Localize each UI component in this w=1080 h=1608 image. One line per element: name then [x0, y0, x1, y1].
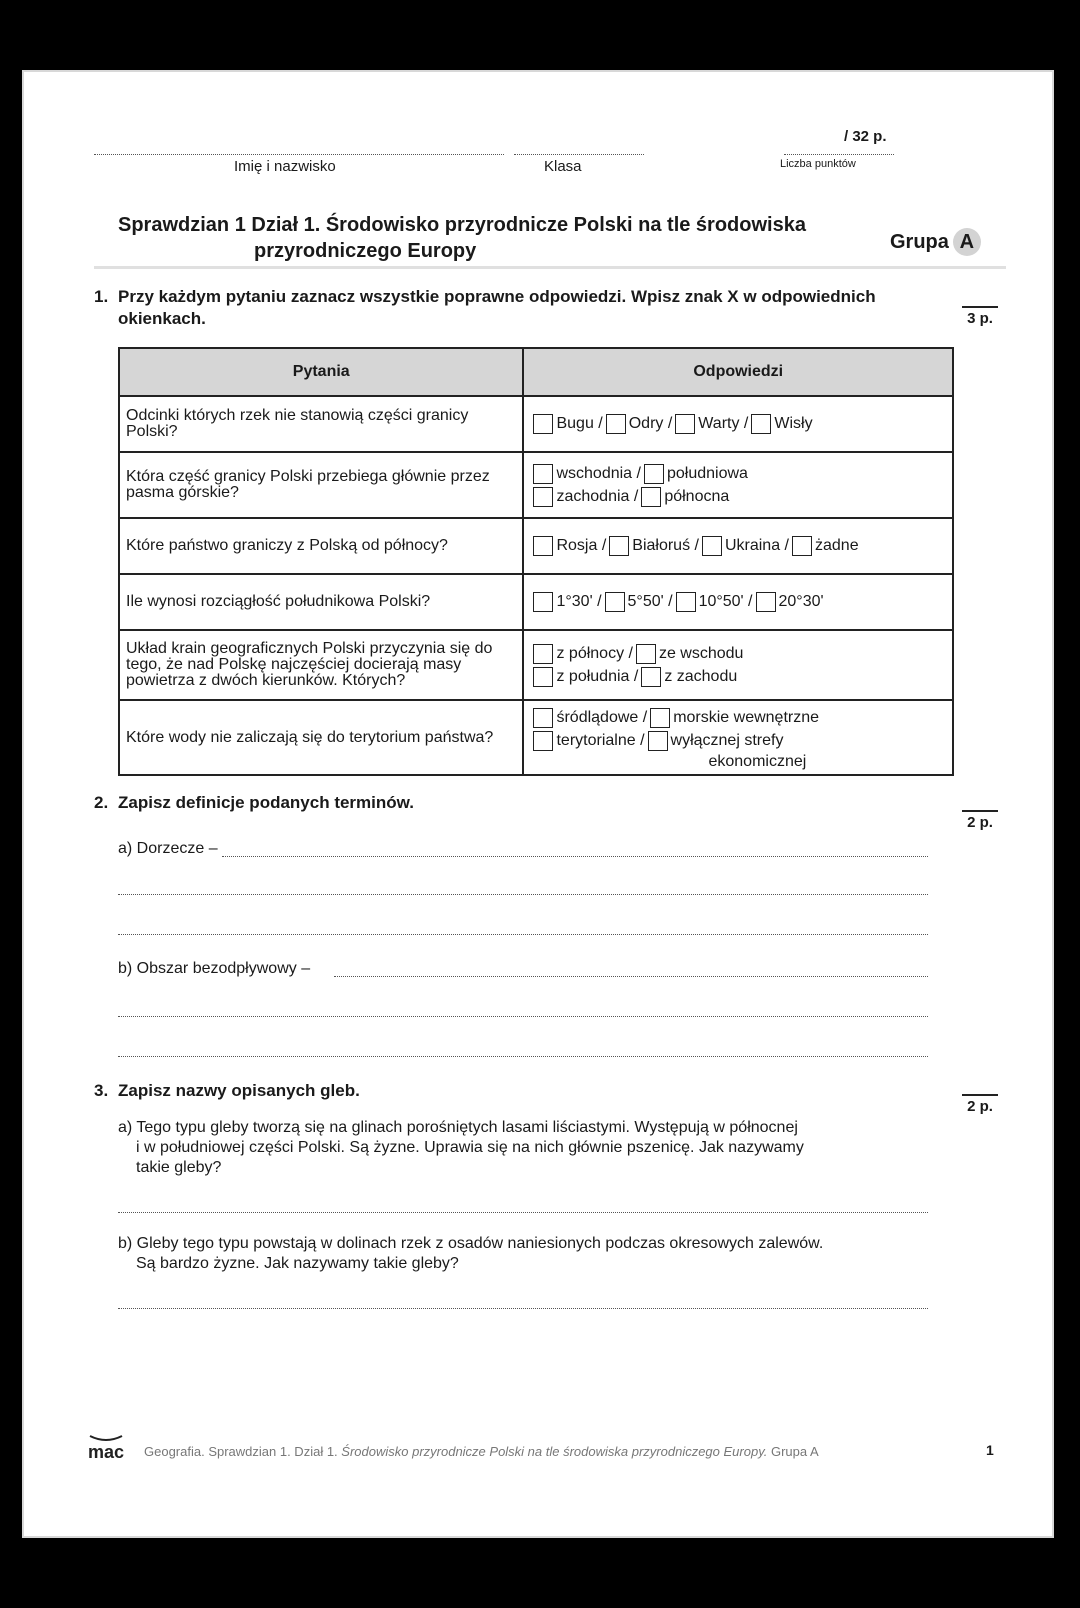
answer-option-label: Białoruś /: [632, 537, 699, 554]
task3b-text-line2: Są bardzo żyzne. Jak nazywamy takie gleby?: [136, 1255, 459, 1272]
question-cell: Odcinki których rzek nie stanowią części granicy Polski?: [119, 396, 523, 452]
task2-points-value: 2 p.: [962, 810, 998, 831]
worksheet-page: [22, 70, 1054, 1538]
answer-checkbox[interactable]: [675, 414, 695, 434]
class-label: Klasa: [544, 158, 582, 175]
term-a-answer-line[interactable]: [118, 934, 928, 935]
points-label: Liczba punktów: [780, 158, 856, 170]
task2-number: 2.: [94, 793, 109, 812]
answer-checkbox[interactable]: [702, 536, 722, 556]
term-b-answer-line[interactable]: [118, 1056, 928, 1057]
answer-option-label: 1°30' /: [556, 593, 602, 610]
task2-instruction: Zapisz definicje podanych terminów.: [118, 793, 414, 812]
task1-instruction-line2: okienkach.: [118, 309, 206, 328]
table-row: [119, 630, 953, 700]
footer-text-italic: Środowisko przyrodnicze Polski na tle środowiska przyrodniczego Europy.: [341, 1444, 768, 1459]
group-indicator: [890, 228, 981, 256]
title-divider: [94, 266, 1006, 269]
task1-instruction-line1: Przy każdym pytaniu zaznacz wszystkie poprawne odpowiedzi. Wpisz znak X w odpowiednich: [118, 287, 876, 306]
term-b-answer-line[interactable]: [334, 976, 928, 977]
points-total: / 32 p.: [844, 128, 887, 145]
answer-option-label: Warty /: [698, 415, 749, 432]
points-field-line[interactable]: [784, 154, 894, 155]
answer-cell: [523, 574, 953, 630]
group-letter-badge: A: [953, 228, 981, 256]
task1-number: 1.: [94, 287, 109, 306]
publisher-logo: [88, 1434, 124, 1463]
task3b-answer-line[interactable]: [118, 1308, 928, 1309]
task3a-answer-line[interactable]: [118, 1212, 928, 1213]
answer-option-label: Bugu /: [556, 415, 603, 432]
answer-cell: [523, 630, 953, 700]
task3a-text-line2: i w południowej części Polski. Są żyzne. Uprawia się na nich głównie pszenicę. Jak nazywamy: [136, 1139, 804, 1156]
name-field-line[interactable]: [94, 154, 504, 155]
term-b-label: b) Obszar bezodpływowy –: [118, 960, 311, 977]
answer-option-label: morskie wewnętrzne: [673, 709, 820, 726]
answer-checkbox[interactable]: [650, 708, 670, 728]
question-cell: Które wody nie zaliczają się do terytorium państwa?: [119, 700, 523, 775]
term-a-label: a) Dorzecze –: [118, 840, 218, 857]
page-number: 1: [986, 1442, 994, 1458]
answer-option-label: wyłącznej strefy: [670, 732, 784, 749]
test-title-line2: przyrodniczego Europy: [254, 240, 477, 262]
answer-checkbox[interactable]: [644, 464, 664, 484]
answer-option-label: 5°50' /: [627, 593, 673, 610]
task1-points: [962, 306, 998, 327]
term-a-answer-line[interactable]: [222, 856, 928, 857]
answer-checkbox[interactable]: [533, 414, 553, 434]
task3-instruction: Zapisz nazwy opisanych gleb.: [118, 1081, 360, 1100]
logo-text: mac: [88, 1442, 125, 1462]
answer-option-label: śródlądowe /: [556, 709, 648, 726]
answer-checkbox[interactable]: [636, 644, 656, 664]
question-cell: Która część granicy Polski przebiega głównie przez pasma górskie?: [119, 452, 523, 518]
footer-text-group: Grupa A: [770, 1444, 819, 1459]
answer-option-label: Odry /: [628, 415, 673, 432]
answer-checkbox[interactable]: [609, 536, 629, 556]
answer-checkbox[interactable]: [533, 644, 553, 664]
answer-option-label: północna: [664, 487, 730, 505]
answer-checkbox[interactable]: [533, 667, 553, 687]
answer-checkbox[interactable]: [533, 708, 553, 728]
footer-caption: [144, 1444, 819, 1459]
table-row: [119, 452, 953, 518]
answer-checkbox[interactable]: [533, 464, 553, 484]
answer-cell: [523, 396, 953, 452]
table-row: [119, 700, 953, 775]
answer-option-label: ze wschodu: [658, 644, 744, 662]
question-cell: Które państwo graniczy z Polską od północy?: [119, 518, 523, 574]
question-cell: Układ krain geograficznych Polski przyczynia się do tego, że nad Polskę najczęściej docierają masy powietrza z dwóch kierunków. Których?: [119, 630, 523, 700]
questions-header: Pytania: [119, 348, 523, 396]
answer-cell: [523, 518, 953, 574]
answer-checkbox[interactable]: [533, 536, 553, 556]
answer-checkbox[interactable]: [641, 487, 661, 507]
answer-option-label: terytorialne /: [556, 732, 645, 749]
name-label: Imię i nazwisko: [234, 158, 336, 175]
table-row: [119, 574, 953, 630]
task3a-text-line3: takie gleby?: [136, 1159, 222, 1176]
test-title-line1: Sprawdzian 1 Dział 1. Środowisko przyrodnicze Polski na tle środowiska: [118, 214, 806, 236]
answer-checkbox[interactable]: [648, 731, 668, 751]
answer-option-label: z północy /: [556, 644, 633, 662]
answer-option-label: z południa /: [556, 667, 639, 685]
answer-option-label: Rosja /: [556, 537, 607, 554]
class-field-line[interactable]: [514, 154, 644, 155]
task3-points-value: 2 p.: [962, 1094, 998, 1115]
table-row: [119, 396, 953, 452]
task1-points-value: 3 p.: [962, 306, 998, 327]
answer-checkbox[interactable]: [606, 414, 626, 434]
answer-option-label: zachodnia /: [556, 487, 639, 505]
table-row: [119, 518, 953, 574]
answer-option-label: żadne: [815, 537, 859, 554]
answer-option-label: 20°30': [778, 593, 824, 610]
answer-checkbox[interactable]: [792, 536, 812, 556]
answer-option-label: Ukraina /: [724, 537, 789, 554]
answer-checkbox[interactable]: [533, 592, 553, 612]
answer-option-label: z zachodu: [664, 667, 738, 685]
answer-cell: [523, 700, 953, 775]
table-header-row: [119, 348, 953, 396]
answer-checkbox[interactable]: [751, 414, 771, 434]
answer-cell: [523, 452, 953, 518]
footer-text-plain: Geografia. Sprawdzian 1. Dział 1.: [144, 1444, 338, 1459]
task1-table: [118, 347, 954, 776]
answer-checkbox[interactable]: [533, 731, 553, 751]
answer-checkbox[interactable]: [641, 667, 661, 687]
answer-option-label: 10°50' /: [698, 593, 753, 610]
answer-option-label: Wisły: [774, 415, 813, 432]
task3-number: 3.: [94, 1081, 109, 1100]
answer-checkbox[interactable]: [605, 592, 625, 612]
answer-option-label: wschodnia /: [556, 464, 641, 482]
answer-checkbox[interactable]: [533, 487, 553, 507]
task3a-text-line1: a) Tego typu gleby tworzą się na glinach porośniętych lasami liściastymi. Występują w północnej: [118, 1119, 798, 1136]
answer-checkbox[interactable]: [676, 592, 696, 612]
question-cell: Ile wynosi rozciągłość południkowa Polski?: [119, 574, 523, 630]
answer-option-label: południowa: [666, 464, 748, 482]
task2-points: [962, 810, 998, 831]
task3-points: [962, 1094, 998, 1115]
answer-option-continuation: ekonomicznej: [708, 753, 807, 770]
answers-header: Odpowiedzi: [523, 348, 953, 396]
term-a-answer-line[interactable]: [118, 894, 928, 895]
task3b-text-line1: b) Gleby tego typu powstają w dolinach rzek z osadów naniesionych podczas okresowych zalewów.: [118, 1235, 824, 1252]
group-label: Grupa: [890, 231, 949, 253]
term-b-answer-line[interactable]: [118, 1016, 928, 1017]
answer-checkbox[interactable]: [756, 592, 776, 612]
